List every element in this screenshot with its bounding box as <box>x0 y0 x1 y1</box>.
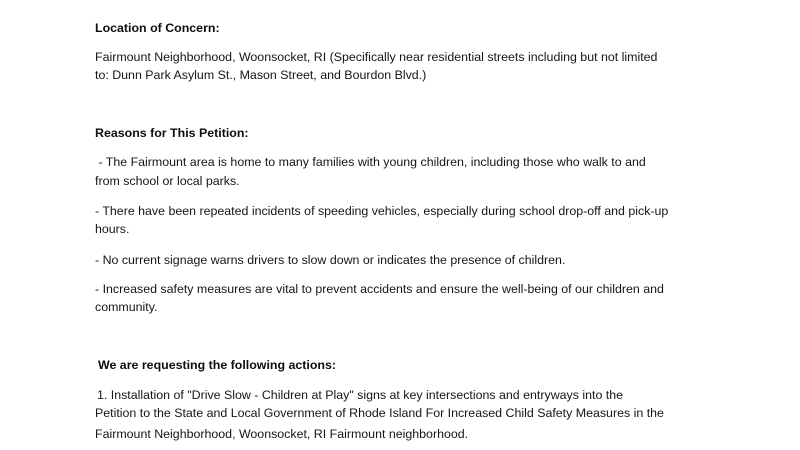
reason-1-line-1: - The Fairmount area is home to many families with young children, including those who walk to and <box>95 155 646 169</box>
location-line-2: to: Dunn Park Asylum St., Mason Street, and Bourdon Blvd.) <box>95 68 427 82</box>
reason-1-line-2: from school or local parks. <box>95 174 240 188</box>
reason-4-line-1: - Increased safety measures are vital to prevent accidents and ensure the well-being of our children and <box>95 282 664 296</box>
reason-3-line-1: - No current signage warns drivers to slow down or indicates the presence of children. <box>95 253 566 267</box>
action-1-line-2: Petition to the State and Local Government of Rhode Island For Increased Child Safety Measures in the <box>95 406 664 420</box>
reason-2-line-1: - There have been repeated incidents of speeding vehicles, especially during school drop-off and pick-up <box>95 204 669 218</box>
location-heading: Location of Concern: <box>95 21 220 35</box>
reason-4-line-2: community. <box>95 300 158 314</box>
reason-2-line-2: hours. <box>95 222 130 236</box>
action-1-line-3: Fairmount Neighborhood, Woonsocket, RI Fairmount neighborhood. <box>95 427 469 441</box>
reasons-heading: Reasons for This Petition: <box>95 126 249 140</box>
actions-heading: We are requesting the following actions: <box>98 358 336 372</box>
location-line-1: Fairmount Neighborhood, Woonsocket, RI (Specifically near residential streets including but not limited <box>95 50 658 64</box>
action-1-line-1: 1. Installation of "Drive Slow - Children at Play" signs at key intersections and entryways into the <box>97 388 624 402</box>
